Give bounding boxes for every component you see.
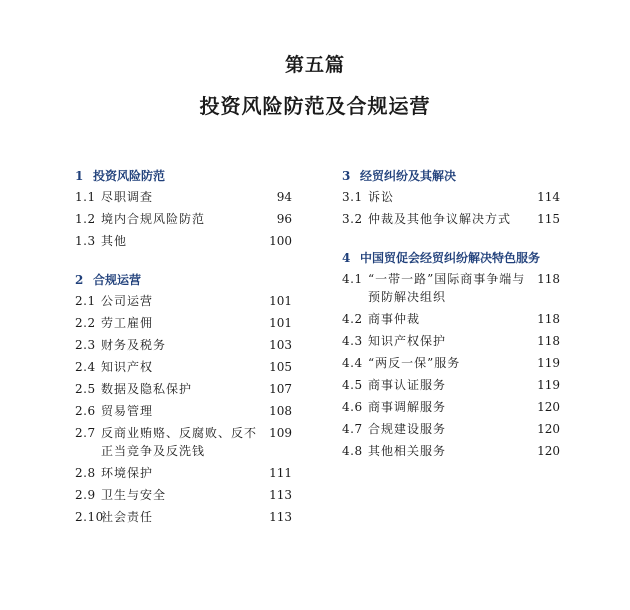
entry-number: 2.2 <box>75 316 96 330</box>
entry-label: 合规建设服务 <box>368 422 447 436</box>
toc-section-4 <box>342 248 560 464</box>
entry-page: 113 <box>269 488 292 502</box>
entry-number: 4.8 <box>342 444 363 458</box>
entry-number: 4.5 <box>342 378 363 392</box>
entry-number: 4.7 <box>342 422 363 436</box>
entry-number: 4.4 <box>342 356 363 370</box>
toc-entry[interactable] <box>75 188 292 210</box>
toc-entry[interactable] <box>75 402 292 424</box>
section-number: 4 <box>342 251 351 265</box>
entry-page: 120 <box>537 444 560 458</box>
toc-entry[interactable] <box>342 442 560 464</box>
entry-label: “两反一保”服务 <box>368 356 461 370</box>
entry-label: 反商业贿赂、反腐败、反不正当竞争及反洗钱 <box>101 426 258 458</box>
entry-label: 其他 <box>101 234 128 248</box>
toc-entry[interactable] <box>75 424 292 464</box>
entry-number: 1.1 <box>75 190 96 204</box>
page-title: 投资风险防范及合规运营 <box>199 94 431 118</box>
toc-entry[interactable] <box>75 210 292 232</box>
entry-page: 108 <box>269 404 292 418</box>
entry-label: 其他相关服务 <box>368 444 447 458</box>
entry-page: 113 <box>269 510 292 524</box>
toc-entry[interactable] <box>342 210 560 232</box>
toc-section-3 <box>342 166 560 232</box>
entry-label: 环境保护 <box>101 466 154 480</box>
toc-section-2 <box>75 270 292 530</box>
toc-entry[interactable] <box>75 380 292 402</box>
section-number: 2 <box>75 273 84 287</box>
entry-label: 财务及税务 <box>101 338 167 352</box>
entry-page: 114 <box>537 190 560 204</box>
entry-label: 商事认证服务 <box>368 378 447 392</box>
toc-right-column <box>342 166 560 480</box>
toc-entry[interactable] <box>342 376 560 398</box>
entry-number: 2.6 <box>75 404 96 418</box>
toc-entry[interactable] <box>342 188 560 210</box>
entry-number: 4.1 <box>342 272 363 286</box>
toc-entry[interactable] <box>75 358 292 380</box>
section-heading[interactable] <box>342 166 560 186</box>
toc-entry[interactable] <box>342 270 560 310</box>
entry-label: 诉讼 <box>368 190 395 204</box>
entry-label: 知识产权保护 <box>368 334 447 348</box>
section-title: 投资风险防范 <box>93 169 166 183</box>
entry-page: 118 <box>537 312 560 326</box>
entry-label: 卫生与安全 <box>101 488 167 502</box>
part-title: 第五篇 <box>284 54 345 76</box>
toc-entry[interactable] <box>75 486 292 508</box>
entry-label: 社会责任 <box>101 510 154 524</box>
section-heading[interactable] <box>342 248 560 268</box>
toc-entry[interactable] <box>75 232 292 254</box>
toc-entry[interactable] <box>342 398 560 420</box>
entry-page: 100 <box>269 234 292 248</box>
toc-entry[interactable] <box>75 314 292 336</box>
entry-label: 商事仲裁 <box>368 312 421 326</box>
entry-label: 知识产权 <box>101 360 154 374</box>
entry-label: 仲裁及其他争议解决方式 <box>368 212 512 226</box>
entry-page: 101 <box>269 316 292 330</box>
entry-page: 111 <box>269 466 292 480</box>
entry-number: 4.3 <box>342 334 363 348</box>
entry-number: 1.2 <box>75 212 96 226</box>
toc-entry[interactable] <box>75 508 292 530</box>
section-number: 3 <box>342 169 351 183</box>
toc-section-1 <box>75 166 292 254</box>
entry-label: 数据及隐私保护 <box>101 382 193 396</box>
entry-page: 94 <box>276 190 292 204</box>
section-number: 1 <box>75 169 84 183</box>
entry-number: 2.1 <box>75 294 96 308</box>
toc-entry[interactable] <box>342 310 560 332</box>
entry-label: 境内合规风险防范 <box>101 212 206 226</box>
section-title: 中国贸促会经贸纠纷解决特色服务 <box>360 251 541 265</box>
entry-label: 公司运营 <box>101 294 154 308</box>
entry-number: 2.8 <box>75 466 96 480</box>
toc-entry[interactable] <box>342 332 560 354</box>
entry-page: 119 <box>537 356 560 370</box>
toc-entry[interactable] <box>75 464 292 486</box>
entry-page: 103 <box>269 338 292 352</box>
entry-number: 2.4 <box>75 360 96 374</box>
entry-label: 商事调解服务 <box>368 400 447 414</box>
section-heading[interactable] <box>75 270 292 290</box>
entry-label: 尽职调查 <box>101 190 154 204</box>
entry-label: 劳工雇佣 <box>101 316 154 330</box>
toc-entry[interactable] <box>342 354 560 376</box>
entry-page: 105 <box>269 360 292 374</box>
entry-number: 2.3 <box>75 338 96 352</box>
entry-number: 3.2 <box>342 212 363 226</box>
entry-page: 119 <box>537 378 560 392</box>
entry-number: 4.6 <box>342 400 363 414</box>
entry-page: 96 <box>276 212 292 226</box>
entry-page: 107 <box>269 382 292 396</box>
entry-number: 4.2 <box>342 312 363 326</box>
toc-entry[interactable] <box>75 292 292 314</box>
entry-number: 2.5 <box>75 382 96 396</box>
entry-page: 118 <box>537 334 560 348</box>
entry-page: 101 <box>269 294 292 308</box>
entry-page: 115 <box>537 212 560 226</box>
section-title: 合规运营 <box>93 273 142 287</box>
entry-number: 2.10 <box>75 510 104 524</box>
toc-entry[interactable] <box>342 420 560 442</box>
entry-label: 贸易管理 <box>101 404 154 418</box>
entry-page: 118 <box>537 272 560 286</box>
toc-entry[interactable] <box>75 336 292 358</box>
section-title: 经贸纠纷及其解决 <box>360 169 457 183</box>
entry-number: 2.7 <box>75 426 96 440</box>
entry-number: 2.9 <box>75 488 96 502</box>
entry-number: 1.3 <box>75 234 96 248</box>
toc-left-column <box>75 166 292 546</box>
entry-page: 120 <box>537 422 560 436</box>
entry-page: 109 <box>269 426 292 440</box>
entry-page: 120 <box>537 400 560 414</box>
section-heading[interactable] <box>75 166 292 186</box>
entry-number: 3.1 <box>342 190 363 204</box>
entry-label: “一带一路”国际商事争端与预防解决组织 <box>368 272 526 304</box>
